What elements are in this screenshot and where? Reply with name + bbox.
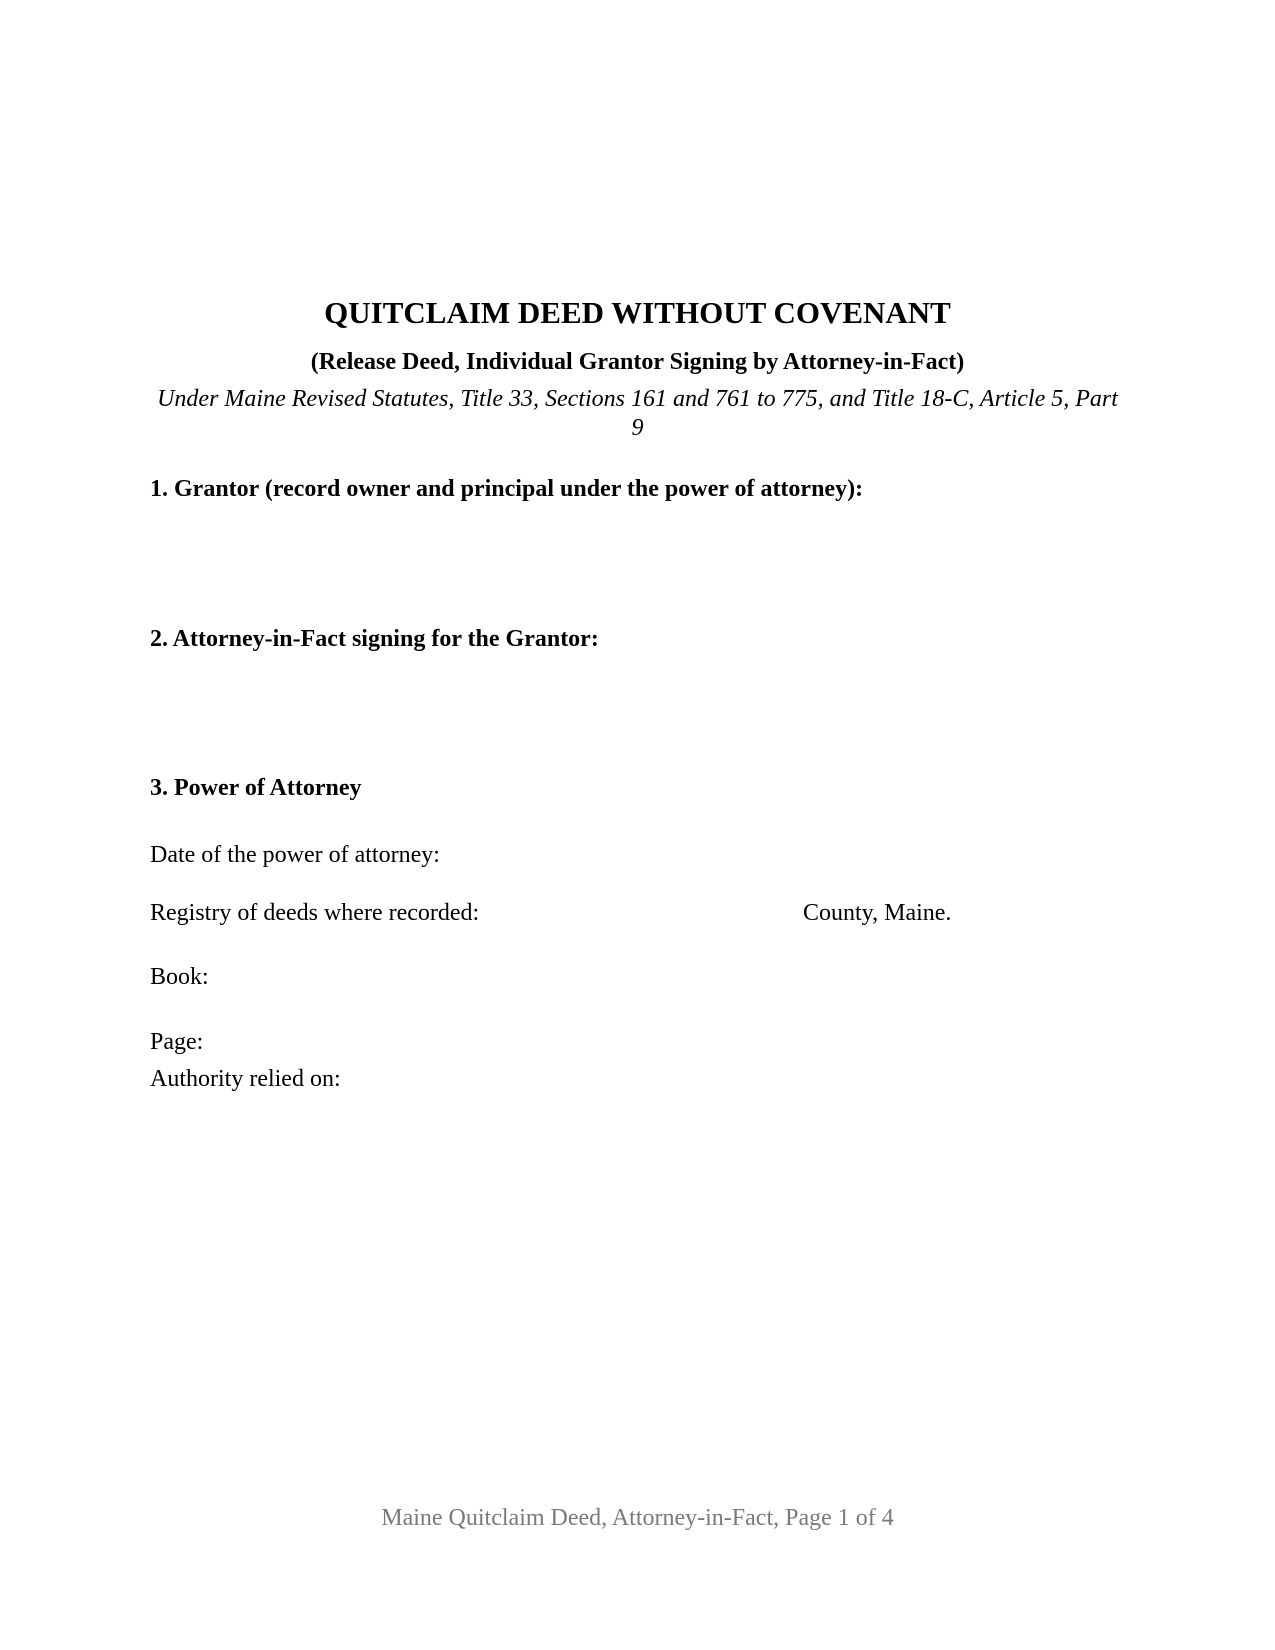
section-grantor-heading: 1. Grantor (record owner and principal under the power of attorney):: [150, 476, 864, 502]
book-label: Book:: [150, 964, 209, 990]
authority-label: Authority relied on:: [150, 1066, 341, 1092]
page-label: Page:: [150, 1029, 204, 1055]
county-label: County, Maine.: [803, 900, 952, 926]
section-poa-heading: 3. Power of Attorney: [150, 775, 362, 801]
document-title: QUITCLAIM DEED WITHOUT COVENANT: [324, 295, 951, 330]
registry-label: Registry of deeds where recorded:: [150, 900, 480, 926]
section-attorney-heading: 2. Attorney-in-Fact signing for the Grantor:: [150, 626, 599, 652]
document-subtitle: (Release Deed, Individual Grantor Signing by Attorney-in-Fact): [310, 349, 965, 375]
statute-reference: Under Maine Revised Statutes, Title 33, Sections 161 and 761 to 775, and Title 18-C, Article 5, Part 9: [157, 386, 1118, 441]
page-footer: Maine Quitclaim Deed, Attorney-in-Fact, Page 1 of 4: [381, 1505, 894, 1531]
poa-date-label: Date of the power of attorney:: [150, 842, 440, 868]
